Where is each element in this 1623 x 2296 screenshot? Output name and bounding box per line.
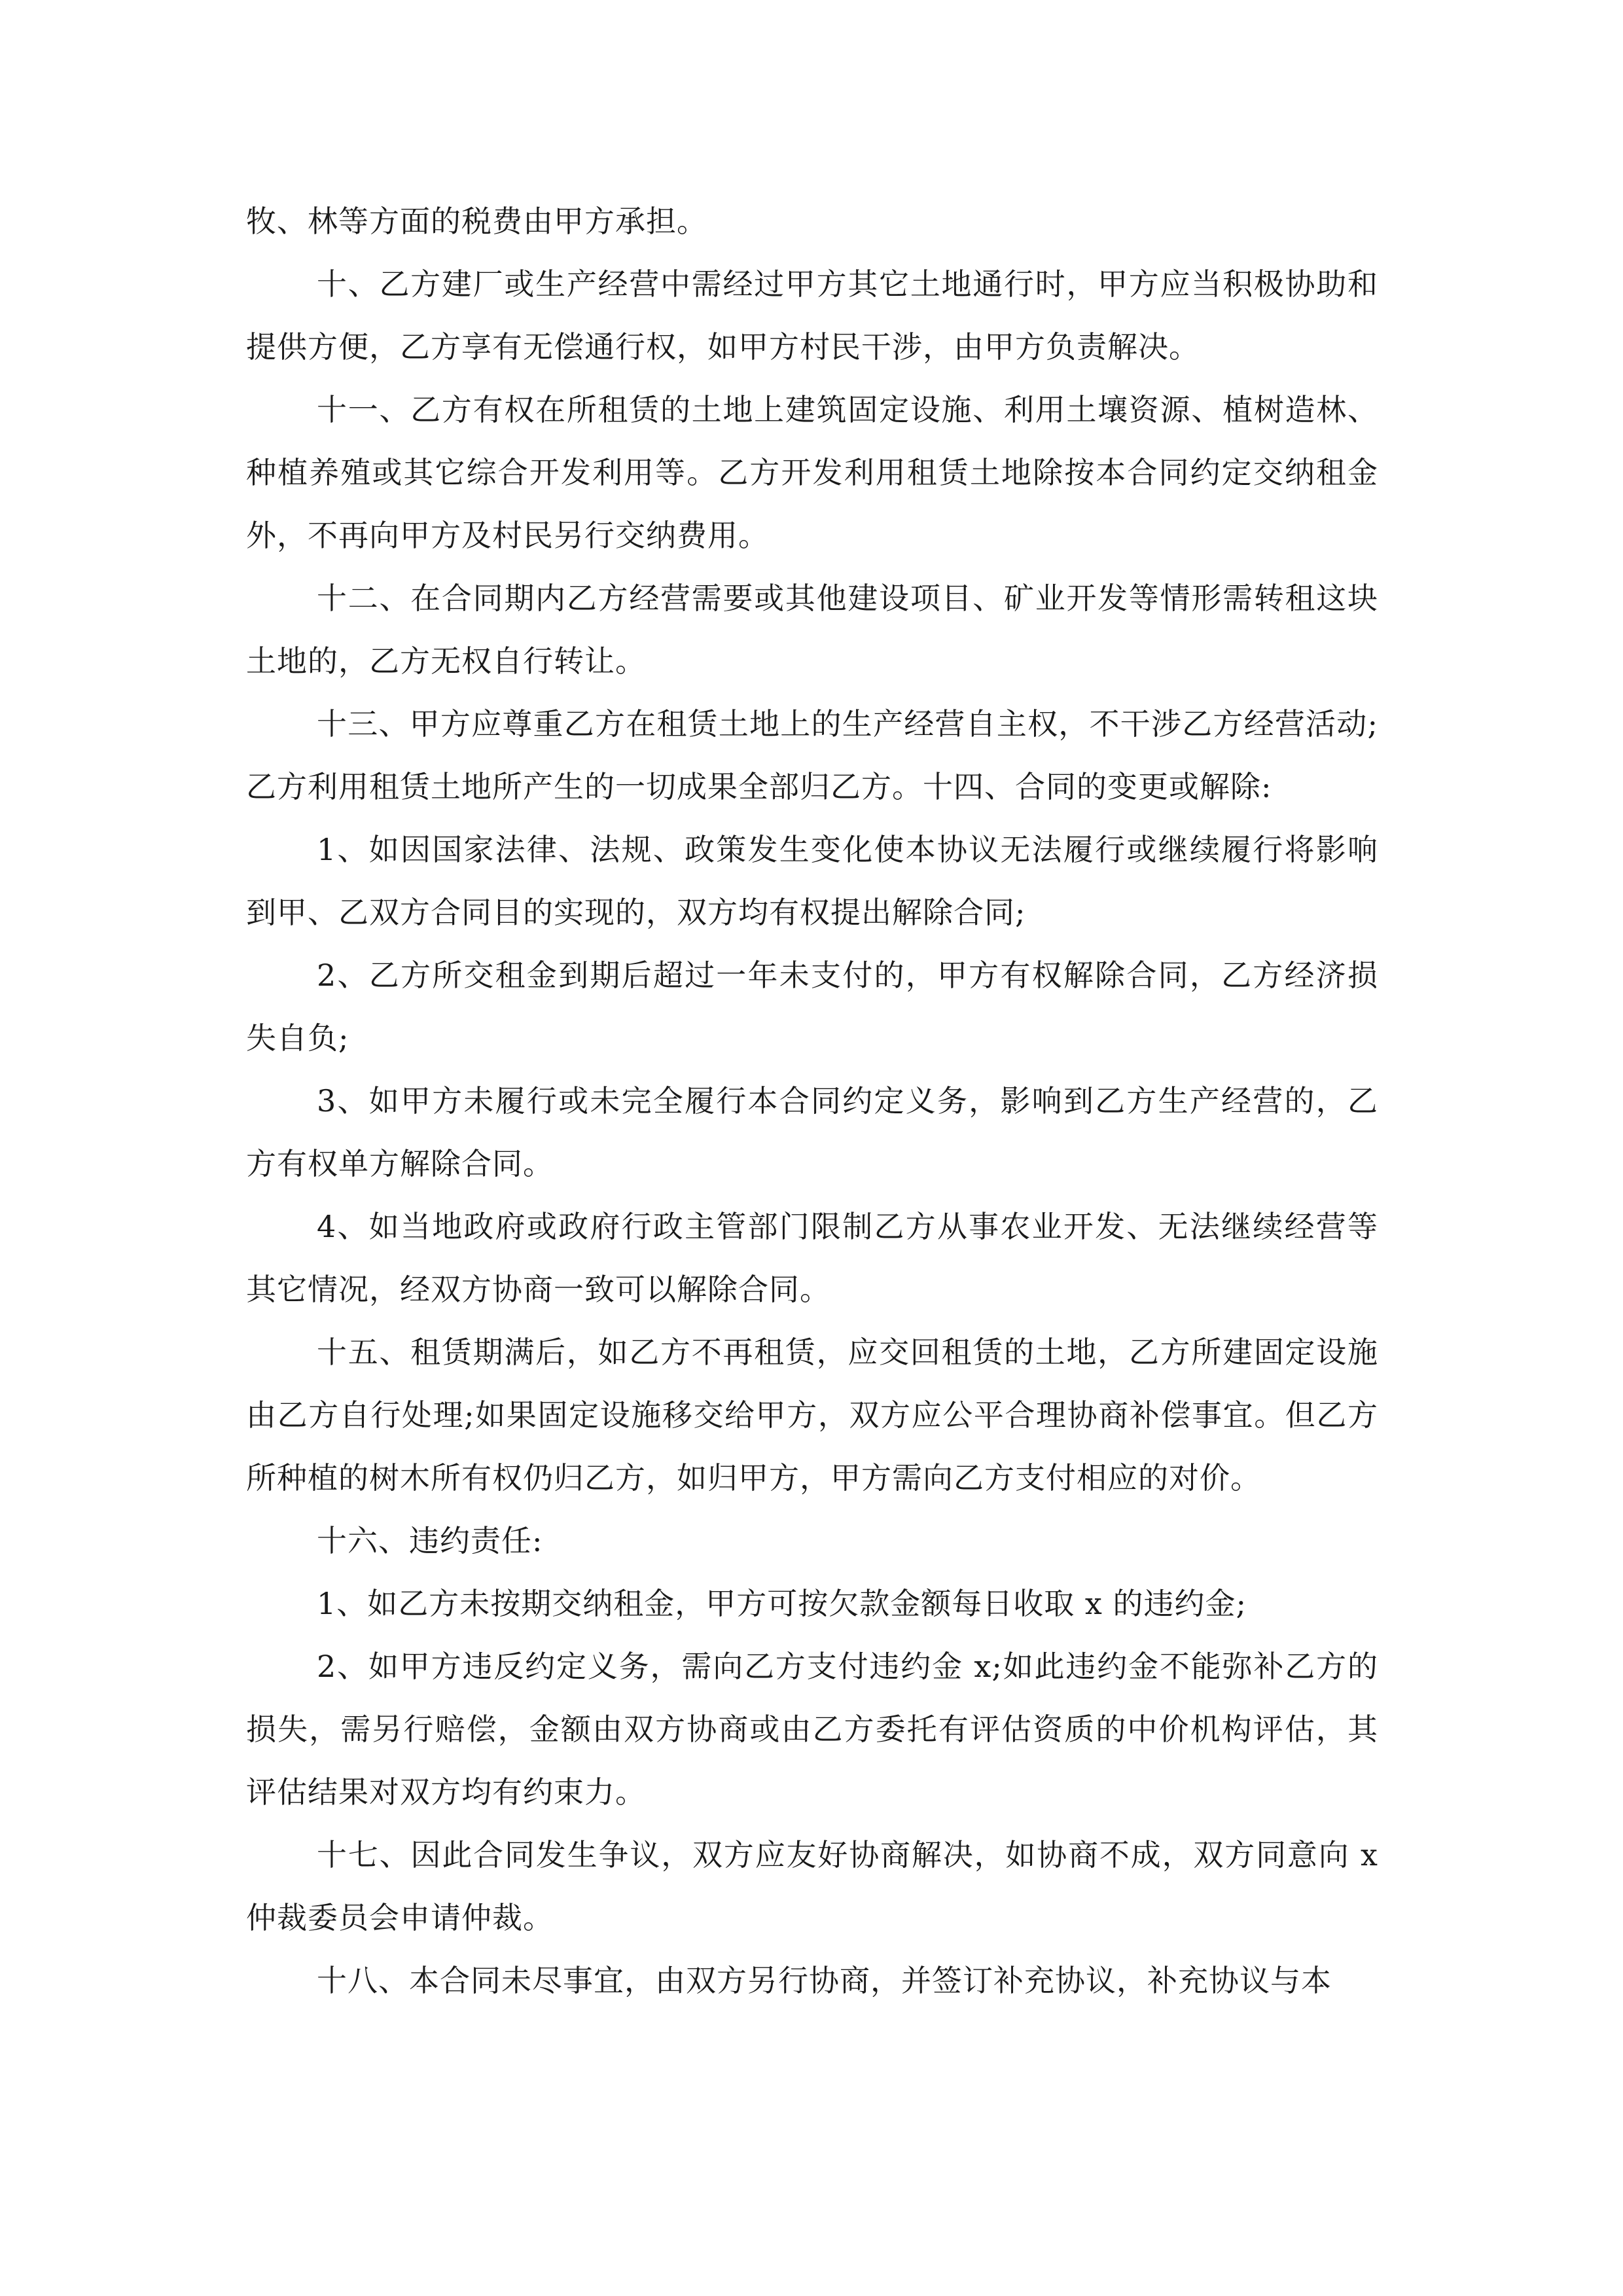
paragraph: 十六、违约责任: (317, 1523, 543, 1558)
paragraph: 3、如甲方未履行或未完全履行本合同约定义务，影响到乙方生产经营的，乙方有权单方解除合同。 (246, 1083, 1378, 1181)
paragraph: 十八、本合同未尽事宜，由双方另行协商，并签订补充协议，补充协议与本 (317, 1963, 1332, 1998)
paragraph: 十、乙方建厂或生产经营中需经过甲方其它土地通行时，甲方应当积极协助和提供方便，乙方享有无偿通行权，如甲方村民干涉，由甲方负责解决。 (246, 266, 1378, 365)
paragraph: 十一、乙方有权在所租赁的土地上建筑固定设施、利用土壤资源、植树造林、种植养殖或其它综合开发利用等。乙方开发利用租赁土地除按本合同约定交纳租金外，不再向甲方及村民另行交纳费用。 (246, 392, 1378, 553)
paragraph: 十七、因此合同发生争议，双方应友好协商解决，如协商不成，双方同意向 x 仲裁委员会申请仲裁。 (246, 1837, 1378, 1935)
paragraph: 十三、甲方应尊重乙方在租赁土地上的生产经营自主权，不干涉乙方经营活动;乙方利用租赁土地所产生的一切成果全部归乙方。十四、合同的变更或解除: (246, 706, 1378, 804)
paragraph: 十二、在合同期内乙方经营需要或其他建设项目、矿业开发等情形需转租这块土地的，乙方无权自行转让。 (246, 581, 1378, 679)
paragraph: 1、如乙方未按期交纳租金，甲方可按欠款金额每日收取 x 的违约金; (317, 1586, 1247, 1621)
paragraph: 4、如当地政府或政府行政主管部门限制乙方从事农业开发、无法继续经营等其它情况，经双方协商一致可以解除合同。 (246, 1209, 1378, 1307)
paragraph: 1、如因国家法律、法规、政策发生变化使本协议无法履行或继续履行将影响到甲、乙双方合同目的实现的，双方均有权提出解除合同; (246, 832, 1378, 930)
paragraph: 十五、租赁期满后，如乙方不再租赁，应交回租赁的土地，乙方所建固定设施由乙方自行处理;如果固定设施移交给甲方，双方应公平合理协商补偿事宜。但乙方所种植的树木所有权仍归乙方，如归甲方，甲方需向乙方支付相应的对价。 (246, 1335, 1378, 1496)
document-page (246, 190, 1378, 2012)
paragraph: 2、如甲方违反约定义务，需向乙方支付违约金 x;如此违约金不能弥补乙方的损失，需另行赔偿，金额由双方协商或由乙方委托有评估资质的中价机构评估，其评估结果对双方均有约束力。 (246, 1649, 1378, 1810)
paragraph: 2、乙方所交租金到期后超过一年未支付的，甲方有权解除合同，乙方经济损失自负; (246, 958, 1378, 1056)
paragraph: 牧、林等方面的税费由甲方承担。 (246, 204, 707, 239)
